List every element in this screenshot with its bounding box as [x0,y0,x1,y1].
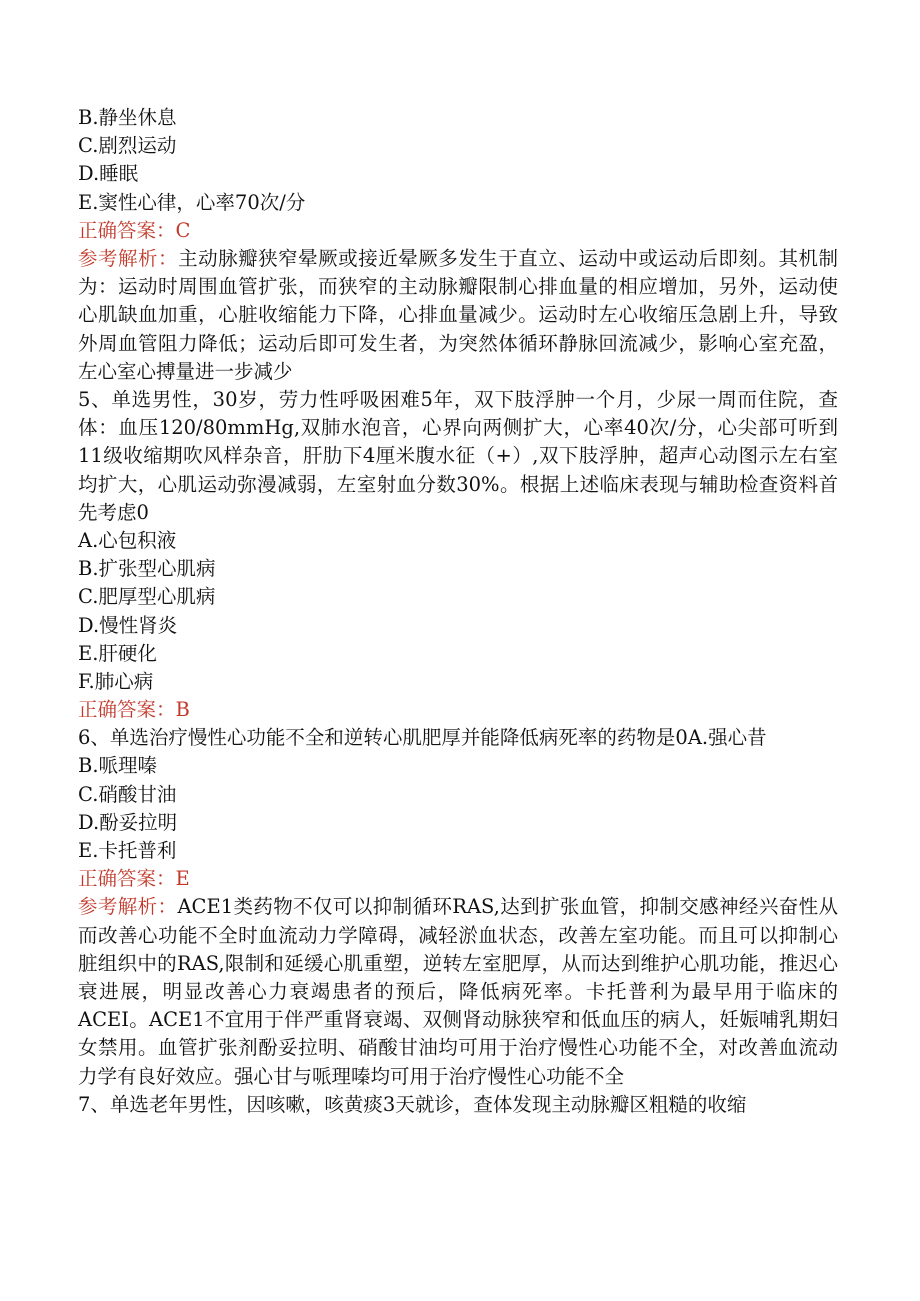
q6-stem: 6、单选治疗慢性心功能不全和逆转心肌肥厚并能降低病死率的药物是0A.强心昔 [78,726,767,750]
q6-option-c: C.硝酸甘油 [78,782,177,806]
q5-option-f: F.肺心病 [78,669,154,693]
q6-answer-value: E [175,867,190,891]
q5-answer [78,696,838,724]
q7-stem: 7、单选老年男性，因咳嗽，咳黄痰3天就诊，查体发现主动脉瓣区粗糙的收缩 [78,1092,747,1116]
q4-analysis [78,245,838,386]
q5-option-d: D.慢性肾炎 [78,613,178,637]
q6-answer [78,865,838,893]
q5-stem: 5、单选男性，30岁，劳力性呼吸困难5年，双下肢浮肿一个月，少尿一周而住院，查体：血压120/80mmHg,双肺水泡音，心界向两侧扩大，心率40次/分，心尖部可听到11级收缩期吹风样杂音，肝肋下4厘米腹水征（+）,双下肢浮肿，超声心动图示左右室均扩大，心肌运动弥漫减弱，左室射血分数30%。根据上述临床表现与辅助检查资料首先考虑0 [78,387,838,524]
q4-answer [78,217,838,245]
q6-analysis-text: ACE1类药物不仅可以抑制循环RAS,达到扩张血管，抑制交感神经兴奋性从而改善心功能不全时血流动力学障碍，减轻淤血状态，改善左室功能。而且可以抑制心脏组织中的RAS,限制和延缓心肌重塑，逆转左室肥厚，从而达到维护心肌功能，推迟心衰进展，明显改善心力衰竭患者的预后，降低病死率。卡托普利为最早用于临床的ACEI。ACE1不宜用于伴严重肾衰竭、双侧肾动脉狭窄和低血压的病人，妊娠哺乳期妇女禁用。血管扩张剂酚妥拉明、硝酸甘油均可用于治疗慢性心功能不全，对改善血流动力学有良好效应。强心甘与哌理嗪均可用于治疗慢性心功能不全 [78,895,838,1088]
q4-option-d: D.睡眠 [78,162,139,186]
q6-answer-label: 正确答案： [78,867,176,891]
q5-option-c: C.肥厚型心肌病 [78,585,216,609]
q4-option-c: C.剧烈运动 [78,134,177,158]
q4-answer-label: 正确答案： [78,218,176,242]
q5-answer-value: B [175,698,190,722]
document-page [78,104,838,1119]
q6-option-d: D.酚妥拉明 [78,810,178,834]
q4-analysis-label: 参考解析： [78,246,179,270]
q6-analysis [78,893,838,1090]
q4-analysis-text: 主动脉瓣狭窄晕厥或接近晕厥多发生于直立、运动中或运动后即刻。其机制为：运动时周围血管扩张，而狭窄的主动脉瓣限制心排血量的相应增加，另外，运动使心肌缺血加重，心脏收缩能力下降，心排血量减少。运动时左心收缩压急剧上升，导致外周血管阻力降低；运动后即可发生者，为突然体循环静脉回流减少，影响心室充盈，左心室心搏量进一步减少 [78,246,838,383]
q6-option-b: B.哌理嗪 [78,754,158,778]
q4-option-b: B.静坐休息 [78,106,177,129]
q6-analysis-label: 参考解析： [78,895,178,919]
q5-answer-label: 正确答案： [78,698,176,722]
q4-answer-value: C [175,218,191,242]
q5-option-b: B.扩张型心肌病 [78,557,216,581]
q5-option-e: E.肝硬化 [78,641,157,665]
q6-option-e: E.卡托普利 [78,839,177,863]
q5-option-a: A.心包积液 [78,528,177,552]
q4-option-e: E.窦性心律，心率70次/分 [78,190,306,214]
